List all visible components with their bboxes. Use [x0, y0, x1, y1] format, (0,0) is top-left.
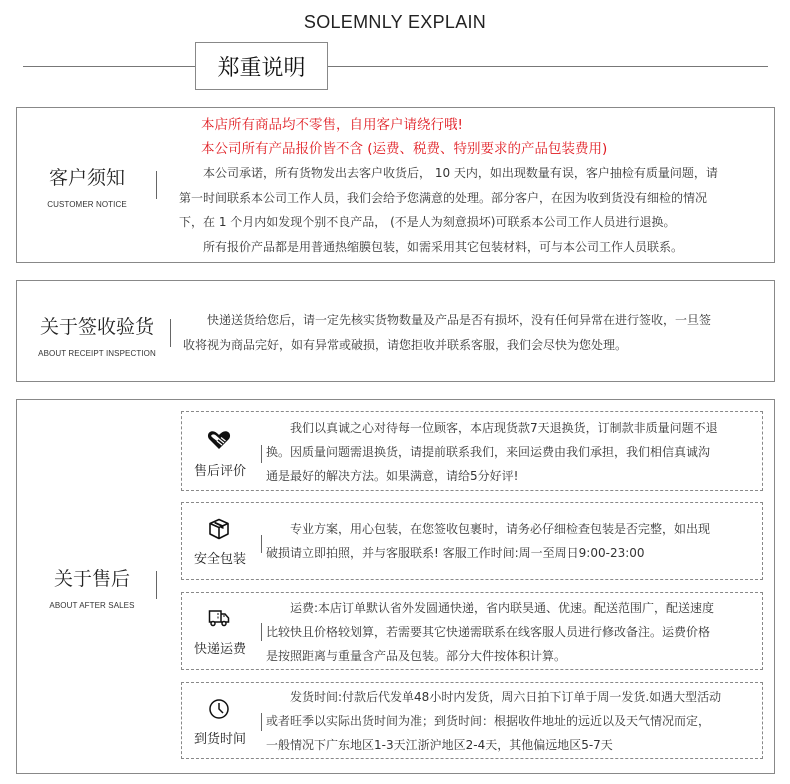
section-divider [170, 319, 171, 347]
card-line: 通是最好的解决方法。如果满意，请给5分好评! [266, 469, 519, 483]
section-label [37, 564, 147, 610]
section-body [179, 113, 718, 259]
card-divider [261, 535, 262, 553]
card-label: 售后评价 [193, 464, 246, 479]
card-line: 换。因质量问题需退换货，请提前联系我们，来回运费由我们承担，我们相信真诚沟 [266, 445, 711, 459]
notice-red-line: 本公司所有产品报价皆不含 (运费、税费、特别要求的产品包装费用) [201, 141, 608, 157]
clock-icon [204, 697, 234, 721]
section-title-en: ABOUT AFTER SALES [49, 601, 135, 610]
card-body [266, 416, 754, 488]
notice-line: 所有报价产品都是用普通热缩膜包装，如需采用其它包装材料，可与本公司工作人员联系。 [179, 239, 684, 254]
header-divider-right [328, 66, 768, 67]
header-title-cn: 郑重说明 [217, 55, 306, 81]
section-label [39, 163, 135, 209]
section-title-en: CUSTOMER NOTICE [47, 200, 127, 209]
card-line: 或者旺季以实际出货时间为准；到货时间：根据收件地址的远近以及天气情况而定， [266, 714, 711, 728]
card-label: 快递运费 [193, 642, 246, 657]
section-divider [156, 171, 157, 199]
inspection-line: 快递送货给您后，请一定先核实货物数量及产品是否有损坏，没有任何异常在进行签收，一旦签 [183, 313, 712, 327]
section-divider [156, 571, 157, 599]
card-label: 安全包装 [193, 552, 246, 567]
card-line: 破损请立即拍照，并与客服联系! 客服工作时间:周一至周日9:00-23:00 [266, 546, 645, 560]
card-divider [261, 713, 262, 731]
section-receipt-inspection [16, 280, 775, 382]
section-title-cn: 客户须知 [48, 167, 125, 189]
card-body [266, 517, 754, 565]
card-label: 到货时间 [193, 732, 246, 747]
card-line: 是按照距离与重量含产品及包装。部分大件按体积计算。 [266, 649, 567, 663]
card-divider [261, 623, 262, 641]
inspection-line: 收将视为商品完好，如有异常或破损，请您拒收并联系客服，我们会尽快为您处理。 [183, 337, 628, 352]
header-title-en: SOLEMNLY EXPLAIN [303, 12, 487, 32]
after-sales-card-delivery-time [181, 682, 763, 759]
section-title-en: ABOUT RECEIPT INSPECTION [38, 349, 156, 358]
section-title-cn: 关于签收验货 [39, 316, 154, 338]
notice-line: 下，在 1 个月内如发现个别不良产品， (不是人为刻意损坏)可联系本公司工作人员进行退换。 [179, 215, 676, 229]
section-after-sales [16, 399, 775, 774]
card-line: 一般情况下广东地区1-3天江浙沪地区2-4天，其他偏远地区5-7天 [266, 738, 613, 752]
card-line: 运费:本店订单默认省外发圆通快递，省内联昊通、优速。配送范围广，配送速度 [266, 601, 715, 615]
section-title-cn: 关于售后 [53, 568, 130, 590]
card-body [266, 596, 754, 668]
after-sales-card-shipping [181, 592, 763, 670]
card-line: 发货时间:付款后代发单48小时内发货，周六日拍下订单于周一发货.如遇大型活动 [266, 690, 722, 704]
card-line: 比较快且价格较划算，若需要其它快递需联系在线客服人员进行修改备注。运费价格 [266, 625, 711, 639]
delivery-truck-icon [204, 606, 234, 630]
after-sales-card-review [181, 411, 763, 491]
section-body [183, 308, 711, 357]
card-line: 我们以真诚之心对待每一位顾客，本店现货款7天退换货，订制款非质量问题不退 [266, 421, 718, 435]
section-customer-notice [16, 107, 775, 263]
notice-line: 本公司承诺，所有货物发出去客户收货后， 10 天内，如出现数量有误，客户抽检有质量问题，请 [179, 166, 718, 180]
after-sales-card-packaging [181, 502, 763, 580]
card-line: 专业方案，用心包装，在您签收包裹时，请务必仔细检查包装是否完整，如出现 [266, 522, 711, 536]
notice-red-line: 本店所有商品均不零售，自用客户请绕行哦! [201, 117, 463, 133]
header-title-box [195, 42, 328, 90]
package-box-icon [204, 517, 234, 541]
card-divider [261, 445, 262, 463]
heart-handshake-icon [204, 428, 234, 452]
section-label [27, 312, 167, 358]
header-divider-left-full [35, 66, 196, 67]
card-body [266, 685, 754, 757]
notice-line: 第一时间联系本公司工作人员，我们会给予您满意的处理。部分客户，在因为收到货没有细检的情况 [179, 190, 708, 205]
